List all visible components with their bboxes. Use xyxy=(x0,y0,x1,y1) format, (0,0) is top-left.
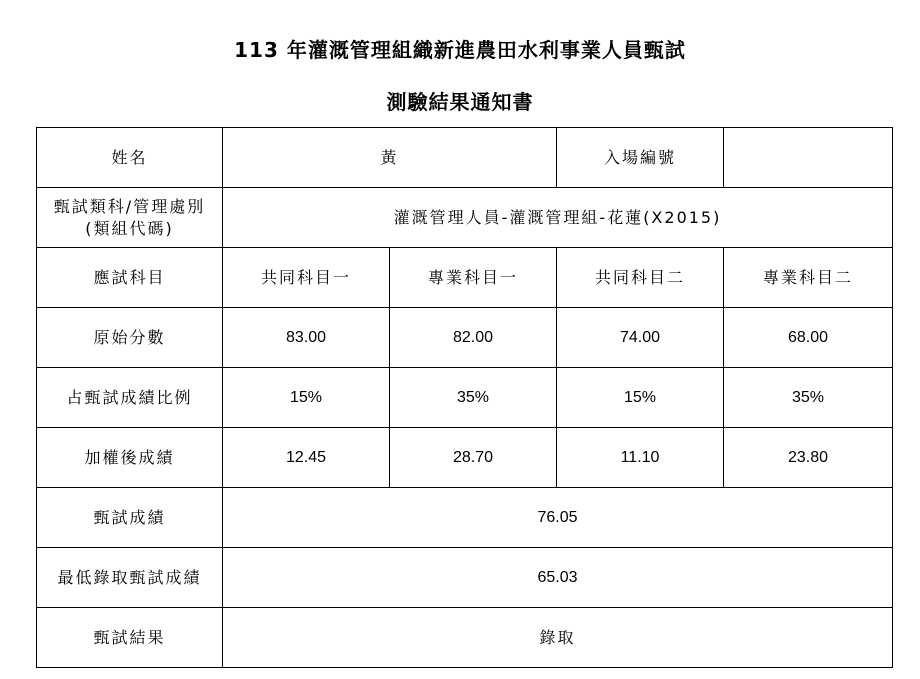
weighted-score-cell: 23.80 xyxy=(724,428,893,488)
subject-header: 共同科目一 xyxy=(223,248,390,308)
weight-cell: 35% xyxy=(390,368,557,428)
minimum-value: 65.03 xyxy=(223,548,893,608)
weight-cell: 35% xyxy=(724,368,893,428)
raw-score-cell: 83.00 xyxy=(223,308,390,368)
name-row xyxy=(37,128,893,188)
raw-score-cell: 74.00 xyxy=(557,308,724,368)
category-row xyxy=(37,188,893,248)
weighted-score-cell: 11.10 xyxy=(557,428,724,488)
subjects-label: 應試科目 xyxy=(37,248,223,308)
result-table xyxy=(36,127,893,668)
weighted-score-cell: 28.70 xyxy=(390,428,557,488)
subjects-row xyxy=(37,248,893,308)
raw-scores-row xyxy=(37,308,893,368)
result-label: 甄試結果 xyxy=(37,608,223,668)
weight-cell: 15% xyxy=(223,368,390,428)
document-title: 113 年灌溉管理組織新進農田水利事業人員甄試 xyxy=(234,38,686,62)
weights-row xyxy=(37,368,893,428)
name-value: 黃 xyxy=(223,128,557,188)
weights-label: 占甄試成績比例 xyxy=(37,368,223,428)
subject-header: 專業科目二 xyxy=(724,248,893,308)
minimum-row xyxy=(37,548,893,608)
raw-score-cell: 68.00 xyxy=(724,308,893,368)
raw-score-cell: 82.00 xyxy=(390,308,557,368)
name-label: 姓名 xyxy=(37,128,223,188)
minimum-label: 最低錄取甄試成績 xyxy=(37,548,223,608)
total-value: 76.05 xyxy=(223,488,893,548)
weighted-scores-row xyxy=(37,428,893,488)
seat-number-value xyxy=(724,128,893,188)
category-label-line1: 甄試類科/管理處別 xyxy=(53,196,206,216)
subject-header: 共同科目二 xyxy=(557,248,724,308)
weight-cell: 15% xyxy=(557,368,724,428)
category-label-line2: (類組代碼) xyxy=(85,218,174,238)
seat-number-label: 入場編號 xyxy=(557,128,724,188)
category-label xyxy=(37,188,223,248)
weighted-scores-label: 加權後成績 xyxy=(37,428,223,488)
weighted-score-cell: 12.45 xyxy=(223,428,390,488)
subject-header: 專業科目一 xyxy=(390,248,557,308)
category-value: 灌溉管理人員-灌溉管理組-花蓮(X2015) xyxy=(223,188,893,248)
total-row xyxy=(37,488,893,548)
result-value: 錄取 xyxy=(223,608,893,668)
total-label: 甄試成績 xyxy=(37,488,223,548)
result-row xyxy=(37,608,893,668)
document-subtitle: 測驗結果通知書 xyxy=(386,90,534,114)
raw-scores-label: 原始分數 xyxy=(37,308,223,368)
